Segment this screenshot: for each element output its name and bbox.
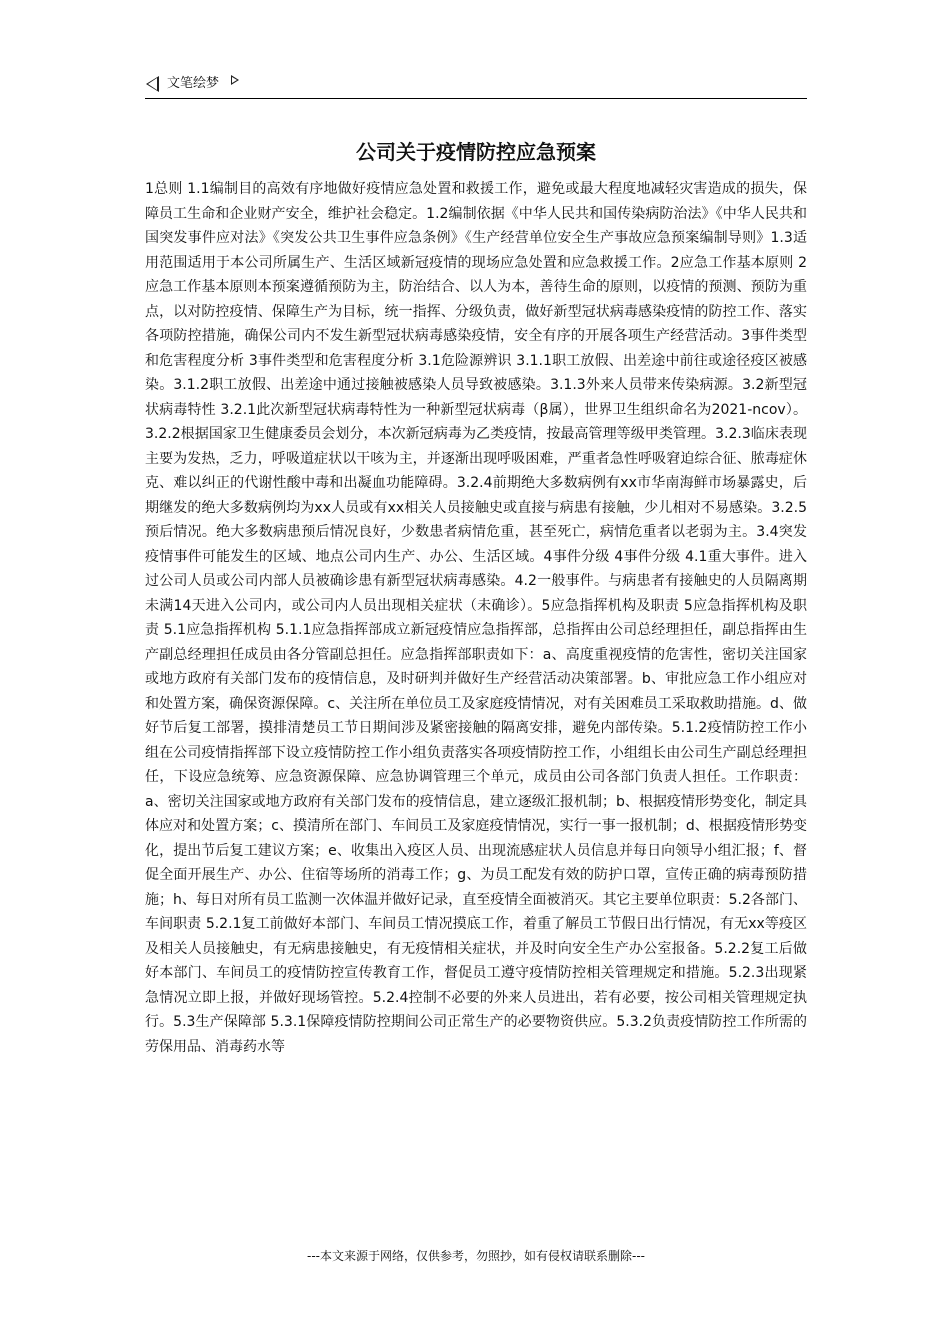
triangle-right-icon xyxy=(231,75,239,85)
page-header xyxy=(145,72,807,99)
triangle-left-icon xyxy=(146,76,159,92)
document-body: 1总则 1.1编制目的高效有序地做好疫情应急处置和救援工作，避免或最大程度地减轻灾害造成的损失，保障员工生命和企业财产安全，维护社会稳定。1.2编制依据《中华人民共和国传染病防治法》《中华人民共和国突发事件应对法》《突发公共卫生事件应急条例》《生产经营单位安全生产事故应急预案编制导则》1.3适用范围适用于本公司所属生产、生活区域新冠疫情的现场应急处置和应急救援工作。2应急工作基本原则 2应急工作基本原则本预案遵循预防为主，防治结合、以人为本，善待生命的原则，以疫情的预测、预防为重点，以对防控疫情、保障生产为目标，统一指挥、分级负责，做好新型冠状病毒感染疫情的防控工作、落实各项防控措施，确保公司内不发生新型冠状病毒感染疫情，安全有序的开展各项生产经营活动。3事件类型和危害程度分析 3事件类型和危害程度分析 3.1危险源辨识 3.1.1职工放假、出差途中前往或途径疫区被感染。3.1.2职工放假、出差途中通过接触被感染人员导致被感染。3.1.3外来人员带来传染病源。3.2新型冠状病毒特性 3.2.1此次新型冠状病毒特性为一种新型冠状病毒（β属），世界卫生组织命名为2021-ncov）。3.2.2根据国家卫生健康委员会划分，本次新冠病毒为乙类疫情，按最高管理等级甲类管理。3.2.3临床表现主要为发热，乏力，呼吸道症状以干咳为主，并逐渐出现呼吸困难，严重者急性呼吸窘迫综合征、脓毒症休克、难以纠正的代谢性酸中毒和出凝血功能障碍。3.2.4前期绝大多数病例有xx市华南海鲜市场暴露史，后期继发的绝大多数病例均为xx人员或有xx相关人员接触史或直接与病患有接触，少儿相对不易感染。3.2.5预后情况。绝大多数病患预后情况良好，少数患者病情危重，甚至死亡，病情危重者以老弱为主。3.4突发疫情事件可能发生的区域、地点公司内生产、办公、生活区域。4事件分级 4事件分级 4.1重大事件。进入过公司人员或公司内部人员被确诊患有新型冠状病毒感染。4.2一般事件。与病患者有接触史的人员隔离期未满14天进入公司内，或公司内人员出现相关症状（未确诊）。5应急指挥机构及职责 5应急指挥机构及职责 5.1应急指挥机构 5.1.1应急指挥部成立新冠疫情应急指挥部，总指挥由公司总经理担任，副总指挥由生产副总经理担任成员由各分管副总担任。应急指挥部职责如下：a、高度重视疫情的危害性，密切关注国家或地方政府有关部门发布的疫情信息，及时研判并做好生产经营活动决策部署。b、审批应急工作小组应对和处置方案，确保资源保障。c、关注所在单位员工及家庭疫情情况，对有关困难员工采取救助措施。d、做好节后复工部署，摸排清楚员工节日期间涉及紧密接触的隔离安排，避免内部传染。5.1.2疫情防控工作小组在公司疫情指挥部下设立疫情防控工作小组负责落实各项疫情防控工作，小组组长由公司生产副总经理担任，下设应急统筹、应急资源保障、应急协调管理三个单元，成员由公司各部门负责人担任。工作职责：a、密切关注国家或地方政府有关部门发布的疫情信息，建立逐级汇报机制；b、根据疫情形势变化，制定具体应对和处置方案；c、摸清所在部门、车间员工及家庭疫情情况，实行一事一报机制；d、根据疫情形势变化，提出节后复工建议方案；e、收集出入疫区人员、出现流感症状人员信息并每日向领导小组汇报；f、督促全面开展生产、办公、住宿等场所的消毒工作；g、为员工配发有效的防护口罩，宣传正确的病毒预防措施；h、每日对所有员工监测一次体温并做好记录，直至疫情全面被消灭。其它主要单位职责：5.2各部门、车间职责 5.2.1复工前做好本部门、车间员工情况摸底工作，着重了解员工节假日出行情况，有无xx等疫区及相关人员接触史，有无病患接触史，有无疫情相关症状，并及时向安全生产办公室报备。5.2.2复工后做好本部门、车间员工的疫情防控宣传教育工作，督促员工遵守疫情防控相关管理规定和措施。5.2.3出现紧急情况立即上报，并做好现场管控。5.2.4控制不必要的外来人员进出，若有必要，按公司相关管理规定执行。5.3生产保障部 5.3.1保障疫情防控期间公司正常生产的必要物资供应。5.3.2负责疫情防控工作所需的劳保用品、消毒药水等 xyxy=(145,181,807,1055)
header-brand: 文笔绘梦 xyxy=(167,76,220,91)
document-title: 公司关于疫情防控应急预案 xyxy=(356,140,596,164)
footer-notice: ---本文来源于网络，仅供参考，勿照抄，如有侵权请联系删除--- xyxy=(307,1249,645,1263)
